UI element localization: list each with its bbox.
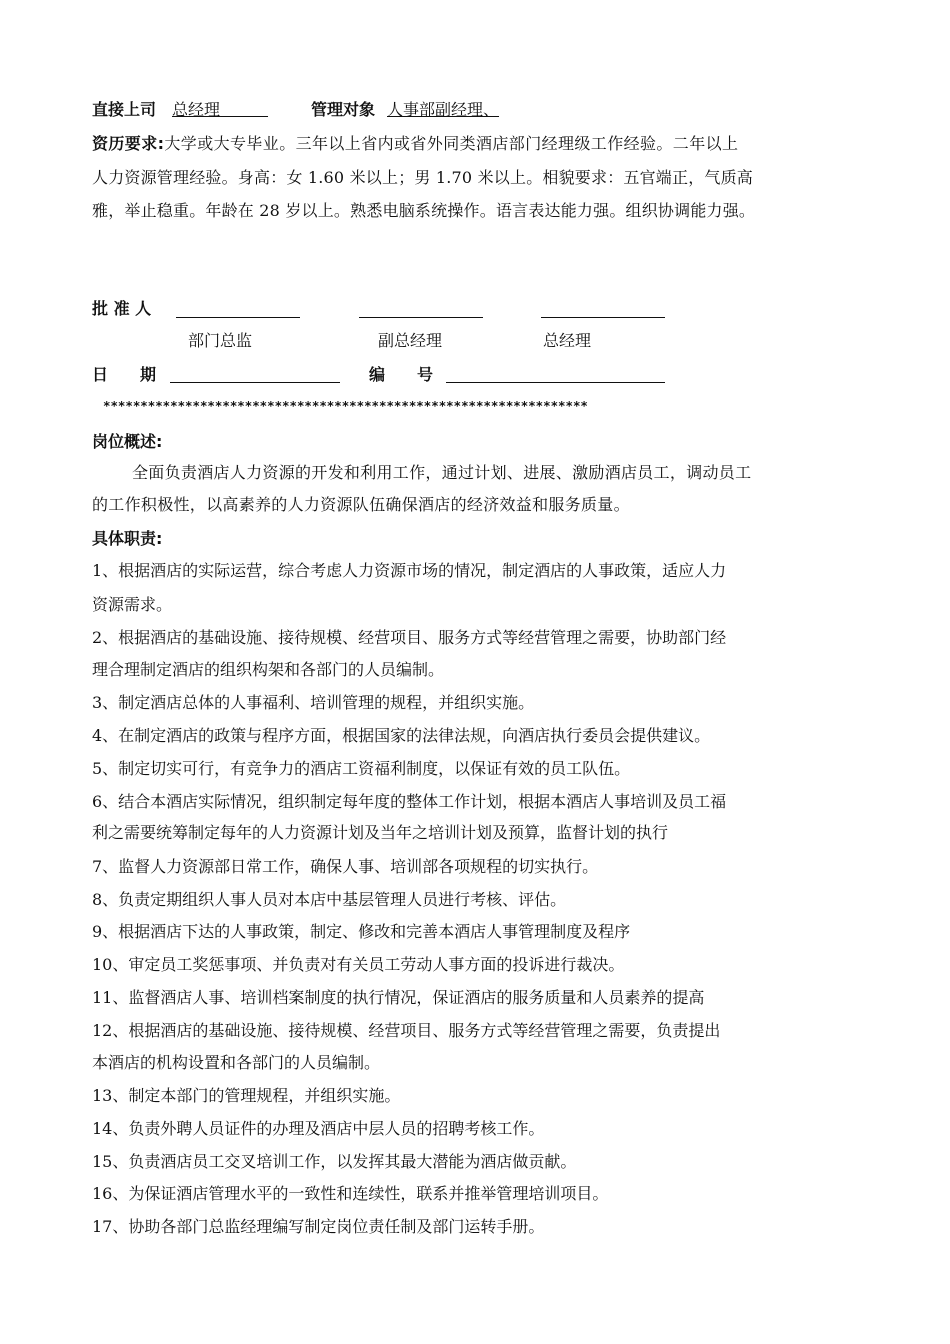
approver-label: 批 准 人 bbox=[92, 299, 152, 318]
date-label: 日 期 bbox=[92, 365, 157, 384]
number-label: 编 号 bbox=[369, 365, 434, 384]
duty-line: 9、根据酒店下达的人事政策，制定、修改和完善本酒店人事管理制度及程序 bbox=[92, 922, 631, 941]
approver-line-1 bbox=[176, 317, 300, 318]
duty-line: 8、负责定期组织人事人员对本店中基层管理人员进行考核、评估。 bbox=[92, 890, 567, 909]
duty-line: 6、结合本酒店实际情况，组织制定每年度的整体工作计划，根据本酒店人事培训及员工福 bbox=[92, 792, 727, 811]
supervisor-label: 直接上司 bbox=[92, 100, 157, 119]
signer-department-director: 部门总监 bbox=[188, 331, 253, 350]
supervisor-value: 总经理 bbox=[172, 100, 221, 119]
duty-line: 利之需要统筹制定每年的人力资源计划及当年之培训计划及预算，监督计划的执行 bbox=[92, 823, 669, 842]
duty-line: 17、协助各部门总监经理编写制定岗位责任制及部门运转手册。 bbox=[92, 1217, 545, 1236]
duty-line: 理合理制定酒店的组织构架和各部门的人员编制。 bbox=[92, 660, 445, 679]
qualifications-line-1: 资历要求:大学或大专毕业。三年以上省内或省外同类酒店部门经理级工作经验。二年以上 bbox=[92, 134, 739, 153]
duty-line: 1、根据酒店的实际运营，综合考虑人力资源市场的情况，制定酒店的人事政策，适应人力 bbox=[92, 561, 727, 580]
overview-line-2: 的工作积极性，以高素养的人力资源队伍确保酒店的经济效益和服务质量。 bbox=[92, 495, 630, 514]
manages-label: 管理对象 bbox=[311, 100, 376, 119]
duty-line: 资源需求。 bbox=[92, 595, 173, 614]
duty-line: 14、负责外聘人员证件的办理及酒店中层人员的招聘考核工作。 bbox=[92, 1119, 545, 1138]
signer-gm: 总经理 bbox=[543, 331, 592, 350]
duty-line: 11、监督酒店人事、培训档案制度的执行情况，保证酒店的服务质量和人员素养的提高 bbox=[92, 988, 705, 1007]
duties-label: 具体职责: bbox=[92, 529, 163, 548]
qualifications-line-3: 雅，举止稳重。年龄在 28 岁以上。熟悉电脑系统操作。语言表达能力强。组织协调能力强。 bbox=[92, 201, 756, 220]
duty-line: 7、监督人力资源部日常工作，确保人事、培训部各项规程的切实执行。 bbox=[92, 857, 599, 876]
duty-line: 12、根据酒店的基础设施、接待规模、经营项目、服务方式等经营管理之需要，负责提出 bbox=[92, 1021, 721, 1040]
duty-line: 15、负责酒店员工交叉培训工作，以发挥其最大潜能为酒店做贡献。 bbox=[92, 1152, 577, 1171]
overview-line-1: 全面负责酒店人力资源的开发和利用工作，通过计划、进展、激励酒店员工，调动员工 bbox=[132, 463, 752, 482]
date-line bbox=[170, 382, 340, 383]
number-line bbox=[446, 382, 665, 383]
approver-line-3 bbox=[541, 317, 665, 318]
duty-line: 13、制定本部门的管理规程，并组织实施。 bbox=[92, 1086, 401, 1105]
duty-line: 16、为保证酒店管理水平的一致性和连续性，联系并推举管理培训项目。 bbox=[92, 1184, 609, 1203]
duty-line: 本酒店的机构设置和各部门的人员编制。 bbox=[92, 1053, 381, 1072]
qualifications-label: 资历要求: bbox=[92, 134, 165, 153]
duty-line: 3、制定酒店总体的人事福利、培训管理的规程，并组织实施。 bbox=[92, 693, 535, 712]
signer-deputy-gm: 副总经理 bbox=[378, 331, 443, 350]
duty-line: 5、制定切实可行，有竞争力的酒店工资福利制度，以保证有效的员工队伍。 bbox=[92, 759, 631, 778]
approver-line-2 bbox=[359, 317, 483, 318]
duty-line: 10、审定员工奖惩事项、并负责对有关员工劳动人事方面的投诉进行裁决。 bbox=[92, 955, 625, 974]
duty-line: 4、在制定酒店的政策与程序方面，根据国家的法律法规，向酒店执行委员会提供建议。 bbox=[92, 726, 711, 745]
manages-value: 人事部副经理、 bbox=[387, 100, 500, 119]
overview-label: 岗位概述: bbox=[92, 432, 163, 451]
star-divider: ***************************************************************** bbox=[103, 398, 588, 413]
qualifications-line-2: 人力资源管理经验。身高：女 1.60 米以上；男 1.70 米以上。相貌要求：五官端正，气质高 bbox=[92, 168, 753, 187]
duty-line: 2、根据酒店的基础设施、接待规模、经营项目、服务方式等经营管理之需要，协助部门经 bbox=[92, 628, 727, 647]
